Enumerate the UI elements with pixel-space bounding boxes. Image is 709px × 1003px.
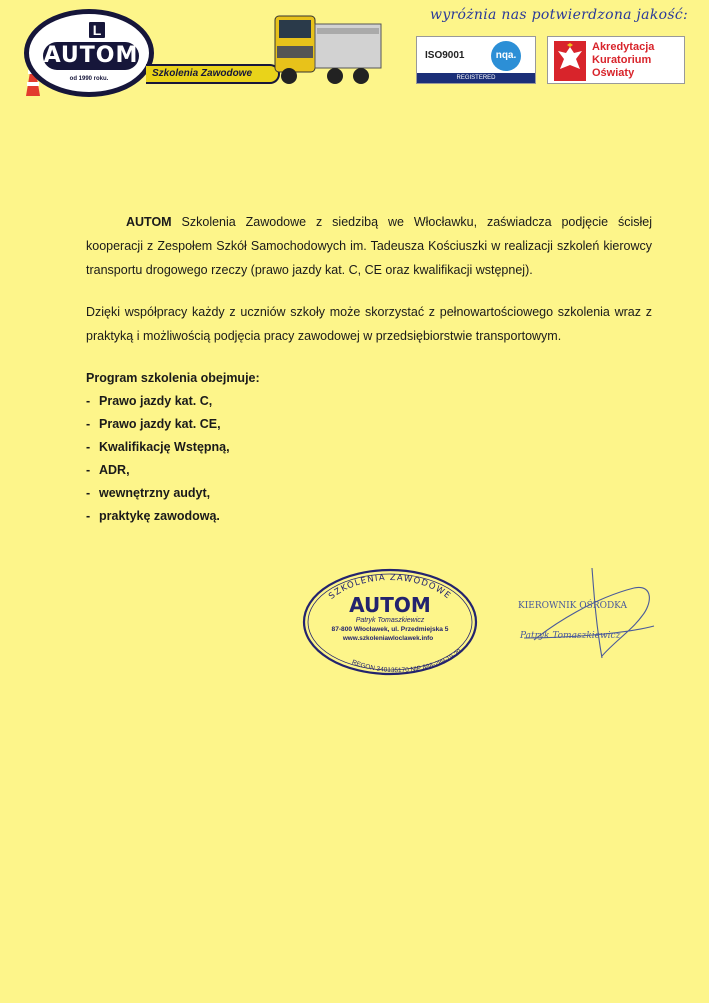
list-item xyxy=(86,390,652,413)
company-stamp xyxy=(300,568,480,676)
stamp-website: www.szkoleniawloclawek.info xyxy=(342,635,434,642)
letter-body xyxy=(86,210,652,528)
list-item-text: praktykę zawodową. xyxy=(99,509,220,523)
stamp-bottom-arc: REGON 340135170 NIP 888-289-19-20 xyxy=(350,647,463,675)
paragraph-1 xyxy=(86,210,652,282)
paragraph-1-text: Szkolenia Zawodowe z siedzibą we Włocławku, zaświadcza podjęcie ścisłej kooperacji z Zespołem Szkół Samochodowych im. Tadeusza Kościuszki w realizacji szkoleń kierowcy transportu drogowego rzeczy (prawo jazdy kat. C, CE oraz kwalifikacji wstępnej). xyxy=(86,215,652,277)
bullet: - xyxy=(86,440,91,454)
letterhead xyxy=(0,0,709,100)
stamp-person: Patryk Tomaszkiewicz xyxy=(355,617,425,624)
award-heading: wyróżnia nas potwierdzona jakość: xyxy=(430,7,688,23)
program-list xyxy=(86,390,652,528)
kurator-line-1: Akredytacja xyxy=(592,41,655,53)
iso-registered: REGISTERED xyxy=(417,73,535,83)
polish-eagle-icon xyxy=(554,41,586,81)
tagline-band xyxy=(146,64,280,84)
bullet: - xyxy=(86,463,91,477)
list-item xyxy=(86,482,652,505)
bullet: - xyxy=(86,486,91,500)
paragraph-2: Dzięki współpracy każdy z uczniów szkoły może skorzystać z pełnowartościowego szkolenia wraz z praktyką i możliwością podjęcia pracy zawodowej w przedsiębiorstwie transportowym. xyxy=(86,305,652,343)
company-name: AUTOM xyxy=(126,215,172,229)
logo-badge-letter: L xyxy=(87,20,107,40)
nqa-logo: nqa. xyxy=(491,41,521,71)
list-item-text: Prawo jazdy kat. C, xyxy=(99,394,213,408)
stamp-name: AUTOM xyxy=(349,593,431,617)
bullet: - xyxy=(86,394,91,408)
list-item xyxy=(86,436,652,459)
signature-block xyxy=(514,564,664,664)
bullet: - xyxy=(86,417,91,431)
list-item-text: Prawo jazdy kat. CE, xyxy=(99,417,221,431)
logo-since: od 1990 roku. xyxy=(69,76,109,82)
truck-icon xyxy=(265,6,385,90)
bullet: - xyxy=(86,509,91,523)
logo-tagline: Szkolenia Zawodowe xyxy=(152,68,253,79)
list-item xyxy=(86,459,652,482)
list-item-text: Kwalifikację Wstępną, xyxy=(99,440,230,454)
autom-logo xyxy=(24,9,154,97)
signature-name: Patryk Tomaszkiewicz xyxy=(520,631,621,641)
signature-title: KIEROWNIK OŚRODKA xyxy=(518,601,628,611)
list-item xyxy=(86,413,652,436)
list-item-text: ADR, xyxy=(99,463,130,477)
kuratorium-text xyxy=(592,41,654,80)
signature-scribble xyxy=(524,568,654,658)
program-title: Program szkolenia obejmuje: xyxy=(86,371,260,385)
stamp-arc-text: SZKOLENIA ZAWODOWE xyxy=(327,572,453,602)
kurator-line-2: Kuratorium xyxy=(592,54,652,66)
kuratorium-accreditation-badge xyxy=(547,36,685,84)
list-item xyxy=(86,505,652,528)
iso-label: ISO9001 xyxy=(425,50,465,61)
list-item-text: wewnętrzny audyt, xyxy=(99,486,211,500)
stamp-address: 87-800 Włocławek, ul. Przedmiejska 5 xyxy=(331,626,449,633)
kurator-line-3: Oświaty xyxy=(592,67,635,79)
iso-certificate-badge xyxy=(416,36,536,84)
logo-name: AUTOM xyxy=(43,43,139,68)
